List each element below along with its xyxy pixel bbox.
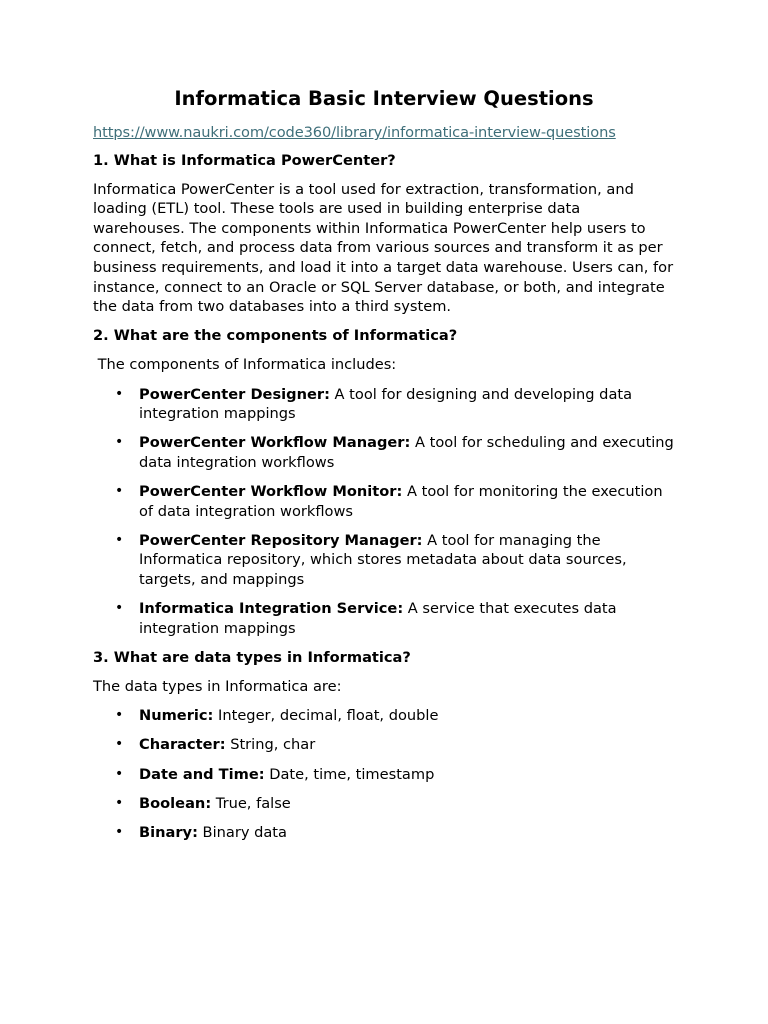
- list-item-desc: String, char: [225, 736, 316, 754]
- list-item-desc: A tool for monitoring the execution of data integration workflows: [139, 483, 663, 520]
- list-item-term: PowerCenter Workflow Monitor:: [139, 483, 403, 501]
- data-types-list: [93, 706, 675, 842]
- list-item: [139, 823, 675, 843]
- list-item-term: Informatica Integration Service:: [139, 600, 404, 618]
- answer-1-paragraph: Informatica PowerCenter is a tool used for extraction, transformation, and loading (ETL) tool. These tools are used in building enterprise data warehouses. The components within Informatica PowerCenter help users to connect, fetch, and process data from various sources and transform it as per business requirements, and load it into a target data warehouse. Users can, for instance, connect to an Oracle or SQL Server database, or both, and integrate the data from two databases into a third system.: [93, 180, 674, 316]
- list-item-desc: True, false: [211, 794, 291, 812]
- list-item: [139, 706, 675, 726]
- list-item: [139, 735, 675, 755]
- question-2-heading: 2. What are the components of Informatica?: [93, 327, 458, 345]
- document-title: Informatica Basic Interview Questions: [174, 87, 594, 110]
- list-item: [139, 794, 675, 814]
- list-item: [139, 531, 675, 590]
- answer-3-intro: The data types in Informatica are:: [93, 678, 342, 696]
- list-item: [139, 433, 675, 472]
- list-item-desc: A tool for designing and developing data integration mappings: [139, 385, 633, 423]
- list-item-desc: A tool for managing the Informatica repository, which stores metadata about data sources, targets, and mappings: [139, 531, 627, 589]
- list-item-term: Date and Time:: [139, 765, 265, 783]
- list-item-term: PowerCenter Workflow Manager:: [139, 434, 411, 452]
- list-item: [139, 385, 675, 424]
- list-item-term: Boolean:: [139, 794, 212, 812]
- list-item-desc: Binary data: [197, 823, 287, 841]
- list-item: [139, 765, 675, 785]
- list-item-term: PowerCenter Repository Manager:: [139, 531, 423, 549]
- source-link[interactable]: https://www.naukri.com/code360/library/informatica-interview-questions: [93, 124, 616, 141]
- list-item-desc: Date, time, timestamp: [264, 765, 435, 783]
- question-1-heading: 1. What is Informatica PowerCenter?: [93, 151, 396, 169]
- components-list: [93, 385, 675, 639]
- list-item-desc: A tool for scheduling and executing data integration workflows: [139, 434, 674, 471]
- list-item-term: PowerCenter Designer:: [139, 385, 330, 403]
- answer-2-intro: The components of Informatica includes:: [93, 356, 397, 374]
- list-item-desc: A service that executes data integration mappings: [139, 600, 617, 637]
- list-item-term: Character:: [139, 736, 226, 754]
- list-item-term: Numeric:: [139, 707, 214, 725]
- list-item: [139, 599, 675, 638]
- list-item: [139, 482, 675, 521]
- list-item-term: Binary:: [139, 823, 198, 841]
- question-3-heading: 3. What are data types in Informatica?: [93, 649, 411, 667]
- list-item-desc: Integer, decimal, float, double: [213, 707, 439, 725]
